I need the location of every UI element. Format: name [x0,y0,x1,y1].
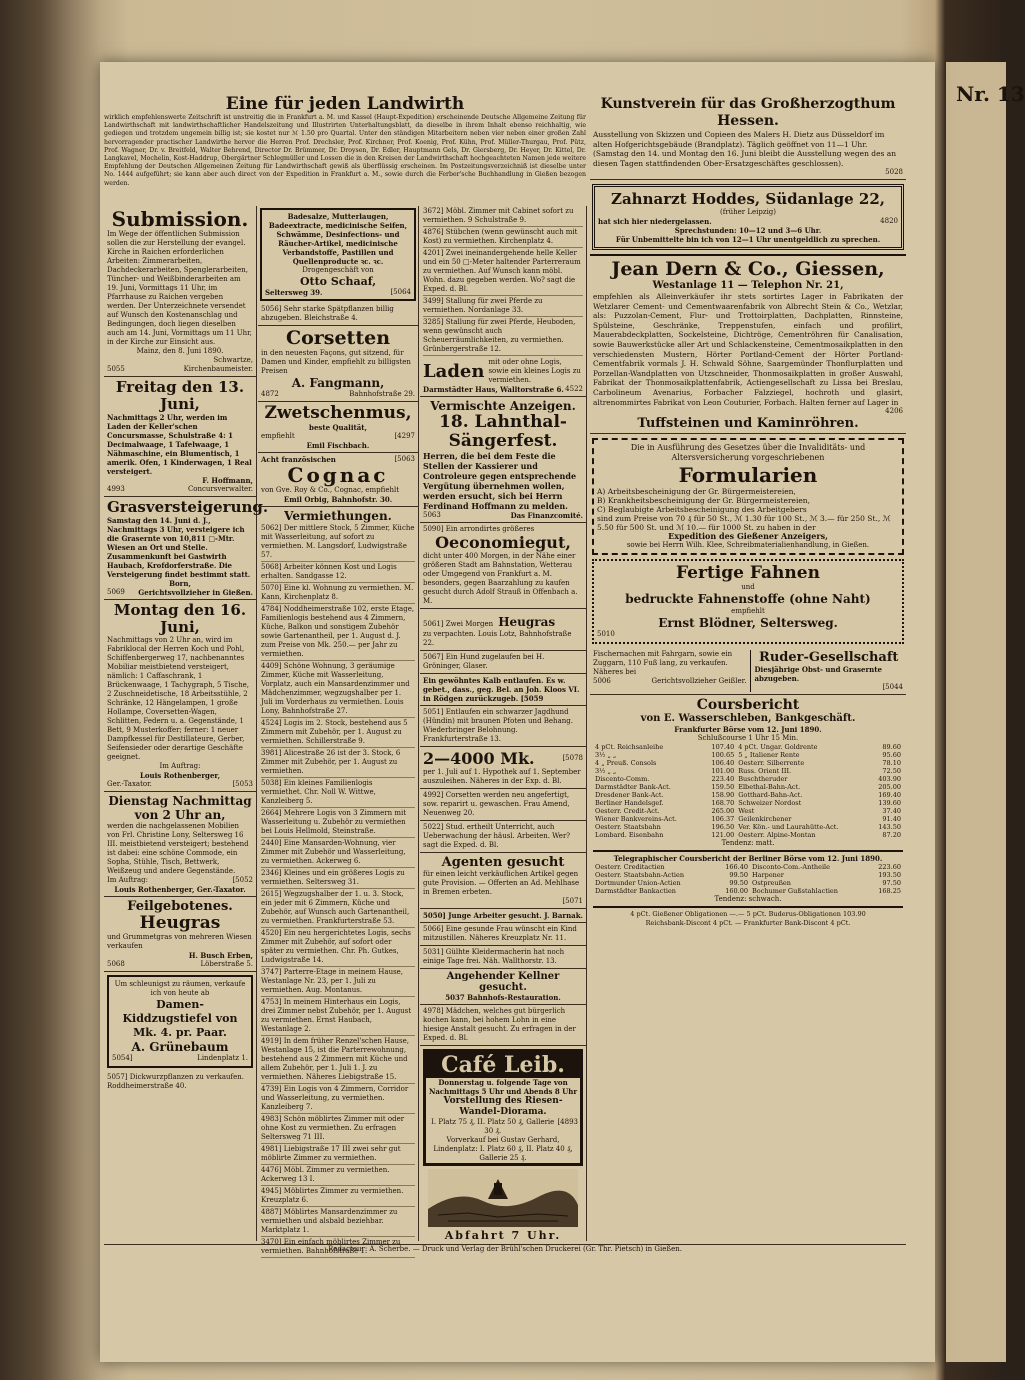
security-value: 95.60 [882,751,901,760]
table-row [593,831,903,839]
saengerfest-number: 5063 [423,511,441,519]
vermischte-title: Vermischte Anzeigen. [430,399,576,413]
dickwurz-ad: 5057] Dickwurzpflanzen zu verkaufen. Roddheimerstraße 40. [107,1073,244,1090]
berlin-tendenz: Tendenz: schwach. [714,895,782,904]
submission-title: Submission. [111,207,249,231]
dienstag-auftrag: Im Auftrag: [107,876,148,884]
security-value: 158.90 [711,791,735,800]
agenten-title: Agenten gesucht [441,855,565,870]
freitag-ad [104,377,256,497]
drogen-text: Badesalze, Mutterlaugen, Badeextracte, medicinische Seifen, Schwämme, Desinfections- und Räucher-Artikel, medicinische Verbandstoffe, Pastillen und Quellenproducte ꝛc. ꝛc. [268,212,408,266]
laden-ad [420,356,586,397]
zahnarzt-free: Für Unbemittelte bin ich von 12—1 Uhr unentgeldlich zu sprechen. [615,235,881,244]
ruder-title: Ruder-Gesellschaft [759,650,899,666]
formulare-where: Expedition des Gießener Anzeigers, [668,531,828,542]
coursbericht-foot2: Reichsbank-Discont 4 pCt. — Frankfurter Bank-Discont 4 pCt. [645,919,851,928]
security-value: 403.90 [878,775,901,784]
formulare-b: B) Krankheitsbescheinigung der Gr. Bürgermeistereien, [597,496,811,506]
heugras-pacht-pre: 5061] Zwei Morgen [423,620,494,628]
kellner-title: Angehender Kellner gesucht. [446,971,560,993]
vermiethung-item: 3672] Möbl. Zimmer mit Cabinet sofort zu vermiethen. 9 Schulstraße 9. [423,206,583,227]
vermiethungen-section [258,507,418,1260]
grasversteigerung-number: 5069 [107,588,125,596]
spaetpflanzen-ad: 5056] Sehr starke Spätpflanzen billig abzugeben. Bleichstraße 4. [258,303,418,326]
dienstag-ad [104,792,256,897]
damen-stiefel-address: Lindenplatz 1. [197,1054,248,1062]
fahnen-line3: bedruckte Fahnenstoffe (ohne Naht) [625,592,871,607]
security-name: Ver. Kön.- und Laurahütte-Act. [738,823,839,832]
security-name: Oesterr. Staatsbahn-Actien [595,871,685,880]
security-name: Gotthard-Bahn-Act. [738,791,803,800]
hund-ad: 5067] Ein Hund zugelaufen bei H. Gröninger, Glaser. [420,651,586,674]
newspaper-page [100,62,935,1362]
security-value: 223.60 [878,863,901,872]
table-row [593,791,903,799]
drogen-name: Otto Schaaf, [299,275,377,288]
kellner-ad [420,969,586,1005]
drogen-subtitle: Drogengeschäft von [302,266,374,274]
freitag-signature: F. Hoffmann, [202,476,253,485]
cognac-number: [5063 [394,455,415,463]
vermiethungen-list [261,523,415,1258]
kalb-ad: Ein gewöhntes Kalb entlaufen. Es w. gebet., dass., geg. Bel. an Joh. Kloos VI. in Rödgen zurückzugeb. [5059 [420,674,586,706]
freitag-text: Nachmittags 2 Uhr, werden im Laden der Keller'schen Concursmasse, Schulstraße 4: 1 Decimalwaage, 1 Tafelwaage, 1 Nähmaschine, ein Blumentisch, 1 amerik. Ofen, 1 Kinderwagen, 1 Real versteigert. [107,413,252,476]
table-row [593,799,903,807]
table-row [593,807,903,815]
security-value: 106.40 [711,759,735,768]
security-name: 4 „ Preuß. Consols [595,759,657,768]
vermiethung-item: 4201] Zwei ineinandergehende helle Keller und ein 50 □-Meter haltender Parterreraum zu vermiethen. Auf Wunsch kann möbl. Wohn. dazu gegeben werden. Wo? sagt die Exped. d. Bl. [423,248,583,296]
cafe-leib-prices: I. Platz 75 ₰, II. Platz 50 ₰, Gallerie 30 ₰. [431,1118,555,1135]
vermiethung-item: 5068] Arbeiter können Kost und Logis erhalten. Sandgasse 12. [261,562,415,583]
laden-address: Darmstädter Haus, Walltorstraße 6. [423,385,564,394]
security-value: 143.50 [878,823,901,832]
coursbericht-section [590,695,906,930]
dienstag-text: werden die nachgelassenen Mobilien von Frl. Christine Lony, Seltersweg 16 III. meistbietend versteigert; bestehend ist dabei: eine schöne Commode, ein Sopha, Stühle, Tisch, Bettwerk, Weißzeug und andere Gegenstände. [107,822,249,875]
security-value: 97.50 [882,879,901,888]
drogen-address: Seltersweg 39. [265,288,323,297]
security-name: Lombard. Eisenbahn [595,831,664,840]
security-value: 91.40 [882,815,901,824]
security-value: 166.40 [725,863,749,872]
zahnarzt-subtitle: (früher Leipzig) [719,208,777,216]
maedchen-ad: 4978] Mädchen, welches gut bürgerlich kochen kann, bei hohem Lohn in eine hiesige Anstalt gesucht. Zu erfragen in der Exped. d. Bl. [420,1005,586,1046]
agenten-ad [420,853,586,909]
arbeiter-ad: 5050] Junge Arbeiter gesucht. J. Barnak. [420,909,586,923]
ruder-ad [750,650,903,692]
dienstag-title: Dienstag Nachmittag von 2 Uhr an, [108,794,252,822]
dienstag-number: [5052 [232,876,253,884]
submission-signature: Schwartze, [213,356,253,364]
security-name: 4 pCt. Reichsanleihe [595,743,664,752]
adjacent-page [946,62,1025,1362]
hypothek-number: [5078 [562,754,583,762]
grasversteigerung-role: Gerichtsvollzieher in Gießen. [138,588,253,597]
security-name: 4 pCt. Ungar. Goldrente [738,743,818,752]
vermiethungen-title: Vermiethungen. [284,509,392,523]
saengerfest-signature: Das Finanzcomité. [510,511,583,520]
fahnen-line2: und [741,583,755,592]
fahnen-line1: Fertige Fahnen [676,563,820,584]
submission-text: Im Wege der öffentlichen Submission sollen die zur Herstellung der evangel. Kirche in Raichen erforderlichen Arbeiten: Zimmerarbeiten, Dachdeckerarbeiten, Spenglerarbeiten, Tüncher- und Weißbinderarbeiten am 19. Juni, Vormittags 11 Uhr, im Pfarrhause zu Raichen vergeben werden. Der Unterzeichnete versendet auf Wunsch den Kostenanschlag und Bedingungen, doch liegen dieselben auch am 14. Juni, Vormittags um 11 Uhr, in der Kirche zur Einsicht aus. [107,230,252,346]
coursbericht-subtitle: von E. Wasserschleben, Bankgeschäft. [640,713,856,725]
zahnarzt-title: Zahnarzt Hoddes, Südanlage 22, [611,190,885,208]
coursbericht-title: Coursbericht [696,697,800,714]
divider [593,906,903,908]
jean-dern-subtitle: Westanlage 11 — Telephon Nr. 21, [652,280,844,291]
cognac-text: von Gve. Roy & Co., Cognac, empfiehlt [261,486,400,494]
formulare-ad [592,438,904,555]
vermiethung-item: 4753] In meinem Hinterhaus ein Logis, drei Zimmer nebst Zubehör, per 1. August zu vermiethen. Ernst Haubach, Westanlage 2. [261,997,415,1036]
cafe-leib-vorverkauf: Vorverkauf bei Gustav Gerhard, Lindenplatz: I. Platz 60 ₰, II. Platz 40 ₰, Gallerie 25 ₰. [433,1136,573,1162]
coursbericht-table [593,743,903,839]
security-name: 5 „ Italiener Rente [738,751,800,760]
security-value: 101.00 [711,767,735,776]
vermiethung-item: 2664] Mehrere Logis von 3 Zimmern mit Wasserleitung u. Zubehör zu vermiethen bei Louis Hellmold, Steinstraße. [261,808,415,838]
zwetschenmus-title: Zwetschenmus, [264,403,412,423]
zahnarzt-hours: Sprechstunden: 10—12 und 3—6 Uhr. [674,226,822,235]
formulare-title: Formularien [678,463,818,488]
corsetten-text: in den neuesten Façons, gut sitzend, für Damen und Kinder, empfiehlt zu billigsten Preisen [261,349,411,375]
saengerfest-title: 18. Lahnthal-Sängerfest. [439,412,567,451]
security-value: 89.60 [882,743,901,752]
oeconomiegut-ad [420,523,586,609]
vermiethung-item: 2440] Eine Mansarden-Wohnung, vier Zimmer mit Zubehör und Wasserleitung, zu vermiethen. Ackerweg 6. [261,838,415,868]
zwetschenmus-ad [258,402,418,453]
formulare-also: sowie bei Herrn Wilh. Klee, Schreibmaterialienhandlung, in Gießen. [626,541,870,550]
security-name: Oesterr. Silberrente [738,759,805,768]
heugras-pacht-text: zu verpachten. Louis Lotz, Bahnhofstraße 22. [423,630,572,647]
security-value: 107.40 [711,743,735,752]
vermiethung-item: 4887] Möblirtes Mansardenzimmer zu vermiethen und alsbald beziehbar. Marktplatz 1. [261,1207,415,1237]
formulare-c: C) Beglaubigte Arbeitsbescheinigung des Arbeitgebers [597,505,807,515]
security-value: 100.65 [711,751,735,760]
cognac-ad [258,453,418,507]
corsetten-ad [258,326,418,402]
vermiethung-item: 4981] Liebigstraße 17 III zwei sehr gut möblirte Zimmer zu vermiethen. [261,1144,415,1165]
header-intro: wirklich empfehlenswerte Zeitschrift ist unstreitig die in Frankfurt a. M. und Kassel (Haupt-Expedition) erscheinende Deutsche Allgemeine Zeitung für Landwirthschaft mit landwirthschaftlicher Handelszeitung und Illustrirten Unterhaltungsblatt, da dieselbe in ihrem Inhalt ebenso reichhaltig, wie gediegen und trotzdem ungemein billig ist; sie kostet nur ℳ 1.50 pro Quartal. Unter den ständigen Mitarbeitern neben vier neben einer großen Zahl hervorragender practischer Landwirthe hervor die Herren Prof. Drechsler, Prof. Kirchner, Prof. Koenig, Prof. Kühn, Prof. Müller-Thurgau, Prof. Pütz, Prof. Wagner, Dr. v. Breitfeld, Walter Behrend, Director Dr. Brümmer, Dr. Droysen, Dr. Edler, Hauptmann Gels, Dr. Giersberg, Dr. Heyer, Dr. Kittel, Dr. Langkavel, Mochelin, Kost-Haddrup, Obergärtner Schlegmüller und Lossen die in den Kreisen der Landwirthschaft hochgeachteten Namen jede weitere Empfehlung der Deutschen Allgemeinen Zeitung für Landwirthschaft gewiß als überflüssig erscheinen. Im Postzeitungsverzeichniß ist dieselbe unter No. 1444 aufgeführt; sie kann aber auch direct von der Expedition in Frankfurt a. M., sowie durch die Ferber'sche Buchhandlung in Gießen bezogen werden. [104,114,586,187]
security-value: 265.00 [711,807,735,816]
laden-number: 4522 [565,385,583,393]
security-value: 78.10 [882,759,901,768]
table-row [593,863,903,871]
abfahrt-text: Abfahrt 7 Uhr. [444,1229,562,1242]
freitag-title: Freitag den 13. Juni, [115,378,245,413]
security-name: Harpener [752,871,784,880]
stillen-ad: 5066] Eine gesunde Frau wünscht ein Kind mitzustillen. Näheres Kreuzplatz Nr. 11. [420,923,586,946]
laden-title: Laden [423,361,485,382]
table-row [593,871,903,879]
zwetschenmus-number: [4297 [394,432,415,440]
corsetten-signature: A. Fangmann, [291,376,385,390]
header-landwirth [104,94,586,188]
jagdhund-ad: 5051] Entlaufen ein schwarzer Jagdhund (Hündin) mit braunen Pfoten und Behang. Wiederbringer Belohnung. Frankfurterstraße 13. [420,706,586,747]
vermiethung-item: 5062] Der mittlere Stock, 5 Zimmer, Küche mit Wasserleitung, auf sofort zu vermiethen. M. Langsdorf, Ludwigstraße 57. [261,523,415,562]
security-value: 168.25 [878,887,901,896]
security-name: Dresdener Bank-Act. [595,791,664,800]
column-3 [420,206,587,1241]
table-row [593,783,903,791]
right-area [590,94,906,1244]
fahnen-ad [592,559,904,644]
kellner-text: 5037 Bahnhofs-Restauration. [445,993,561,1002]
corsetten-repair-ad: 4992] Corsetten werden neu angefertigt, sow. reparirt u. gewaschen. Frau Amend, Neuenweg 20. [420,789,586,821]
heugras-text: und Grummetgras von mehreren Wiesen verkaufen [107,933,252,950]
damen-stiefel-number: 5054] [112,1054,133,1062]
vermiethung-item: 3981] Alicestraße 26 ist der 3. Stock, 6 Zimmer mit Zubehör, per 1. August zu vermiethen. [261,748,415,778]
security-name: Darmstädter Bankactien [595,887,676,896]
heugras-number: 5068 [107,960,125,968]
berlin-title: Telegraphischer Coursbericht der Berliner Börse vom 12. Juni 1890. [613,854,883,864]
vermiethung-item: 4476] Möbl. Zimmer zu vermiethen. Ackerweg 13 I. [261,1165,415,1186]
montag-title: Montag den 16. Juni, [113,601,247,636]
column-2 [258,206,419,1255]
montag-ad [104,600,256,792]
footer-text: Redacteur: A. Scherbe. — Druck und Verlag der Brühl'schen Druckerei (Gr. Thr. Pietsch) in Gießen. [328,1245,682,1253]
vermiethung-item: 4876] Stübchen (wenn gewünscht auch mit Kost) zu vermiethen. Kirchenplatz 4. [423,227,583,248]
saengerfest-text: Herren, die bei dem Feste die Stellen der Kassierer und Controleure gegen entsprechende Vergütung übernehmen wollen, werden ersucht, sich bei Herrn Ferdinand Hoffmann zu melden. [423,451,577,511]
security-value: 196.50 [711,823,735,832]
zwetschenmus-subtitle: beste Qualität, [309,423,367,432]
security-value: 168.70 [711,799,735,808]
table-row [593,879,903,887]
cafe-leib-ad [423,1049,583,1166]
table-row [593,887,903,895]
security-name: Oesterr. Creditactien [595,863,665,872]
unterricht-ad: 5022] Stud. ertheilt Unterricht, auch Ueberwachung der häusl. Arbeiten. Wer? sagt die Exped. d. Bl. [420,821,586,853]
table-row [593,743,903,751]
freitag-role: Concursverwalter. [187,485,253,493]
security-value: 99.50 [729,871,749,880]
security-name: Oesterr. Staatsbahn [595,823,661,832]
agenten-text: für einen leicht verkäuflichen Artikel gegen gute Provision. — Offerten an Ad. Mehlhase in Bremen erbeten. [423,870,580,896]
table-row [593,823,903,831]
fahnen-line5: Ernst Blödner, Seltersweg. [658,616,838,631]
security-name: Russ. Orient III. [738,767,792,776]
submission-number: 5055 [107,365,125,373]
fahnen-line4: empfiehlt [731,607,765,616]
divider [593,850,903,852]
oeconomiegut-title: Oeconomiegut, [435,533,571,552]
oeconomiegut-pre: 5090] Ein arrondirtes größeres [423,525,535,533]
cafe-leib-text: Donnerstag u. folgende Tage von Nachmittags 5 Uhr und Abends 8 Uhr [428,1078,578,1096]
adjacent-page-number: Nr. 13 [956,82,1025,106]
zwetschenmus-text: empfiehlt [261,432,295,440]
vermiethung-item: 4784] Noddheimerstraße 102, erste Etage, Familienlogis bestehend aus 4 Zimmern, Küche, Balkon und sonstigem Zubehör sowie Gartenantheil, per 1. August d. J. zum Preise von Mk. 250.— per Jahr zu vermiethen. [261,604,415,661]
security-value: 87.20 [882,831,901,840]
formulare-a: A) Arbeitsbescheinigung der Gr. Bürgermeistereien, [597,487,796,497]
zwetschenmus-signature: Emil Fischbach. [306,441,370,450]
vermiethung-item: 2615] Wegzugshalber der 1. u. 3. Stock, ein jeder mit 6 Zimmern, Küche und Zubehör, auf Wunsch auch Gartenantheil, zu vermiethen. Frankfurterstraße 53. [261,889,415,928]
corsetten-number: 4872 [261,390,279,398]
vermiethung-item: 4524] Logis im 2. Stock, bestehend aus 5 Zimmern mit Zubehör, per 1. August zu vermiethen. Schillerstraße 9. [261,718,415,748]
heugras-title: Heugras [139,913,221,933]
security-name: Darmstädter Bank-Act. [595,783,671,792]
jean-dern-title: Jean Dern & Co., Giessen, [611,258,885,280]
table-row [593,759,903,767]
fischer-number: 5006 [593,677,611,686]
security-name: Dortmunder Union-Actien [595,879,681,888]
coursbericht-foot1: 4 pCt. Gießener Obligationen —.— 5 pCt. Buderus-Obligationen 103.90 [630,910,866,919]
drogen-ad [260,208,416,301]
column-3-top-list [420,206,586,356]
submission-place: Mainz, den 8. Juni 1890. [136,347,224,355]
fischer-who: Gerichtsvollzieher Geißler. [651,677,747,686]
security-name: West [738,807,755,816]
security-name: Oesterr. Credit-Act. [595,807,660,816]
zahnarzt-line1: hat sich hier niedergelassen. [598,217,712,226]
vermiethung-item: 4945] Möblirtes Zimmer zu vermiethen. Kreuzplatz 6. [261,1186,415,1207]
montag-signature: Louis Rothenberger, [139,771,221,780]
security-name: Berliner Handelsgef. [595,799,664,808]
coursbericht-subtitle3: Schlußcourse 1 Uhr 15 Min. [697,734,799,743]
security-value: 139.60 [878,799,901,808]
montag-auftrag: Im Auftrag: [159,762,201,770]
hypothek-title: 2—4000 Mk. [423,749,535,768]
fischer-ad [593,650,746,692]
vermiethung-item: 5070] Eine kl. Wohnung zu vermiethen. M. Kann, Kirchenplatz 8. [261,583,415,604]
vermiethung-item: 4919] In dem früher Renzel'schen Hause, Westanlage 15, ist die Parterrewohnung, bestehend aus 2 Zimmern mit Küche und allem Zubehör, per 1. Juli 1. J. zu vermiethen. Näheres Liebigstraße 15. [261,1036,415,1084]
security-name: Buschtheruder [738,775,788,784]
vermiethung-item: 4739] Ein Logis von 4 Zimmern, Corridor und Wasserleitung, zu vermiethen. Kanzleiberg 7. [261,1084,415,1114]
damen-stiefel-text: Um schleunigst zu räumen, verkaufe ich von heute ab [114,980,246,997]
security-name: Wiener Bankvereins-Act. [595,815,677,824]
corsetten-title: Corsetten [285,327,391,349]
vermiethung-item: 4520] Ein neu hergerichtetes Logis, sechs Zimmer mit Zubehör, auf sofort oder später zu vermiethen. Chr. Ph. Gutkes, Ludwigstraße 14. [261,928,415,967]
cognac-pre: Acht französischen [261,455,336,464]
jean-dern-text: empfehlen als Alleinverkäufer ihr stets sortirtes Lager in Fabrikaten der Wetzlarer Cement- und Cementwaarenfabrik von Albrecht Stein & Co., Wetzlar, als: Puzzolan-Cement, Flur- und Trottoirplatten, Dachplatten, Rinnsteine, Spülsteine, Geschränke, Treppenstufen, einfach und profilirt, Mauerabdeckplatten, Sockelsteine, Dichtröge, Cementröhren für Canalisation, sowie Bauwerkstücke aller Art und Schlackensteine, Cementmosaikplatten in den verschiedensten Mustern, Hörter Portland-Cement der Hörter Portland-Cementfabrik vormals J. H. Schwald Söhne, Saargemünder Thonflurplatten und Porzellan-Wandplatten von Utzschneider, Thonmosaikplatten in großer Auswahl, Fabrikat der Thonmosaikplattenfabrik, Actiengesellschaft zu Lissa bei Breslau, Carbolineum Avenarius, Forbacher Falzziegel, hochroth und glasirt, altrenommirtes Fabrikat von Leon Couturier, Forbach. Halten ferner auf Lager in [593,292,903,407]
cognac-title: Cognac [287,463,389,487]
security-value: 169.40 [878,791,901,800]
montag-role: Ger.-Taxator. [107,780,152,788]
security-value: 121.00 [711,831,735,840]
zahnarzt-number: 4820 [880,217,898,225]
heugras-pacht-ad [420,609,586,651]
submission-role: Kirchenbaumeister. [183,365,253,373]
table-row [593,751,903,759]
vermiethung-item: 4409] Schöne Wohnung, 3 geräumige Zimmer, Küche mit Wasserleitung, Vorplatz, auch ein Mansardenzimmer und Mädchenzimmer, wegzugshalber per 1. Juli im Vorderhaus zu vermiethen. Louis Lony, Bahnhofstraße 27. [261,661,415,718]
kleidermacherin-ad: 5031] Gülhte Kleidermacherin hat noch einige Tage frei. Näh. Wallthorstr. 13. [420,946,586,969]
security-name: Disconto-Com.-Antheile [752,863,830,872]
security-value: 160.00 [725,887,749,896]
jean-dern-number: 4206 [885,407,903,416]
freitag-number: 4993 [107,485,125,493]
heugras-pacht-title: Heugras [498,615,556,629]
berlin-table [593,863,903,895]
security-name: Elbethal-Bahn-Act. [738,783,801,792]
security-name: 3½ „ „ [595,767,617,776]
oeconomiegut-text: dicht unter 400 Morgen, in der Nähe einer größeren Stadt am Bahnstation, Wetterau oder Umgegend von Frankfurt a. M. besonders, gegen Baarzahlung zu kaufen gesucht durch Adolf Strauß in Offenbach a. M. [423,552,578,605]
vermiethung-item: 2346] Kleines und ein größeres Logis zu vermiethen. Seltersweg 31. [261,868,415,889]
fahnen-number: 5010 [597,630,615,639]
header-title: Eine für jeden Landwirth [225,94,465,114]
grasversteigerung-ad [104,497,269,600]
fischer-ruder-row [590,648,906,695]
heugras-address: Löberstraße 5. [200,960,253,968]
table-row [593,775,903,783]
cafe-leib-show: Vorstellung des Riesen-Wandel-Diorama. [443,1096,563,1117]
security-value: 72.50 [882,767,901,776]
montag-number: [5053 [232,780,253,788]
coursbericht-tendenz: Tendenz: matt. [721,839,775,848]
fischer-text: Fischernachen mit Fahrgarn, sowie ein Zuggarn, 110 Fuß lang, zu verkaufen. Näheres bei [593,650,733,677]
dienstag-signature: Louis Rothenberger, Ger.-Taxator. [114,885,246,894]
vermiethung-item: 3470] Ein einfach möblirtes Zimmer zu vermiethen. Bahnhofstraße 1. [261,1237,415,1258]
grasversteigerung-signature: Born, [169,579,191,588]
ruder-text: Diesjährige Obst- und Grasernte abzugeben. [754,665,882,684]
vermiethung-item: 5038] Ein kleines Familienlogis vermiethet. Chr. Noll W. Wittwe, Kanzleiberg 5. [261,778,415,808]
jean-dern-footer: Tuffsteinen und Kaminröhren. [637,416,859,432]
security-name: Geilenkirchener [738,815,792,824]
column-1 [104,206,269,1241]
coursbericht-subtitle2: Frankfurter Börse vom 12. Juni 1890. [674,725,822,735]
security-value: 205.00 [878,783,901,792]
security-value: 223.40 [711,775,735,784]
cafe-leib-number: [4893 [557,1118,578,1126]
feilgebotenes-title: Feilgebotenes. [127,899,233,914]
drogen-number: [5064 [390,288,411,296]
security-name: Schweizer Nordost [738,799,802,808]
hypothek-ad [420,747,586,789]
kunstverein-ad [590,94,906,180]
cafe-leib-title: Café Leib. [426,1052,580,1078]
damen-stiefel-ad [107,975,253,1068]
vermiethung-item: 4983] Schön möblirtes Zimmer mit oder ohne Kost zu vermiethen. Zu erfragen Seltersweg 71 III. [261,1114,415,1144]
saengerfest-ad [420,397,586,523]
damen-stiefel-title: Damen-Kiddzugstiefel von Mk. 4. pr. Paar. [122,998,238,1039]
vermiethung-item: 3499] Stallung für zwei Pferde zu vermiethen. Nordanlage 33. [423,296,583,317]
feilgebotenes-section [104,897,256,972]
formulare-intro: Die in Ausführung des Gesetzes über die Invaliditäts- und Altersversicherung vorgeschriebenen [630,443,866,463]
vermiethung-item: 3747] Parterre-Etage in meinem Hause, Westanlage Nr. 23, per 1. Juli zu vermiethen. Aug. Montanus. [261,967,415,997]
ruder-number: [5044 [882,683,903,692]
grasversteigerung-title: Grasversteigerung. [107,498,269,516]
formulare-prices: sind zum Preise von 70 ₰ für 50 St., ℳ 1.30 für 100 St., ℳ 3.— für 250 St., ℳ 5.50 für 500 St. und ℳ 10.— für 1000 St. zu haben in der [597,514,891,533]
security-name: Bochumer Gußstahlactien [752,887,838,896]
agenten-number: [5071 [562,897,583,905]
table-row [593,815,903,823]
security-name: Discento-Comm. [595,775,650,784]
jean-dern-ad [590,254,906,434]
table-row [593,767,903,775]
kunstverein-title: Kunstverein für das Großherzogthum Hessen. [600,96,896,129]
submission-ad [104,206,256,377]
heugras-signature: H. Busch Erben, [188,951,253,960]
page-footer [104,1244,906,1254]
landscape-illustration [428,1169,578,1227]
kunstverein-number: 5028 [885,168,903,176]
grasversteigerung-text: Samstag den 14. Juni d. J., Nachmittags 3 Uhr, versteigere ich die Grasernte von 10,811 □-Mtr. Wiesen an Ort und Stelle. Zusammenkunft bei Gastwirth Haubach, Krofdorferstraße. Die Versteigerung findet bestimmt statt. [107,516,251,579]
corsetten-address: Bahnhofstraße 29. [349,390,415,398]
cognac-signature: Emil Orbig, Bahnhofstr. 30. [283,495,393,504]
security-name: Ostpreußen [752,879,791,888]
security-name: 3½ „ „ [595,751,617,760]
security-value: 99.50 [729,879,749,888]
security-value: 106.37 [711,815,735,824]
montag-text: Nachmittags von 2 Uhr an, wird im Fabriklocal der Herren Koch und Pohl, Schiffenbergerweg 17, nachbenanntes Mobiliar meistbietend versteigert, nämlich: 1 Caffaschrank, 1 Brückenwaage, 1 Tachygraph, 5 Tische, 2 Zuschneidetische, 18 Arbeitsstühle, 2 Schränke, 12 Hängelampen, 1 große Hollampe, Coversetten-Wagen, Schlitten, Federn u. a. Gegenstände, 1 Bett, 9 Musterkoffer; ferner: 1 neuer Dampfkessel für Destillateure, Gerber, Seifensieder oder derartige Geschäfte geeignet. [107,636,249,761]
security-value: 37.40 [882,807,901,816]
security-value: 193.50 [878,871,901,880]
laden-text: mit oder ohne Logis, sowie ein kleines Logis zu vermiethen. [488,358,581,384]
security-value: 159.50 [711,783,735,792]
security-name: Oesterr. Alpine-Montan [738,831,816,840]
zahnarzt-ad [592,184,904,250]
kunstverein-text: Ausstellung von Skizzen und Copieen des Malers H. Dietz aus Düsseldorf im alten Hofgerichtsgebäude (Brandplatz). Täglich geöffnet von 11—1 Uhr. (Samstag den 14. und Montag den 16. Juni bleibt die Ausstellung wegen des an diesen Tagen stattfindenden Ober-Ersatzgeschäftes geschlossen). [593,130,897,168]
hypothek-text: per 1. Juli auf 1. Hypothek auf 1. September auszuleihen. Näheres in der Exp. d. Bl. [423,768,581,785]
damen-stiefel-signature: A. Grünebaum [131,1040,229,1054]
vermiethung-item: 3285] Stallung für zwei Pferde, Heuboden, wenn gewünscht auch Scheuerräumlichkeiten, zu vermiethen. Grünbergerstraße 12. [423,317,583,356]
